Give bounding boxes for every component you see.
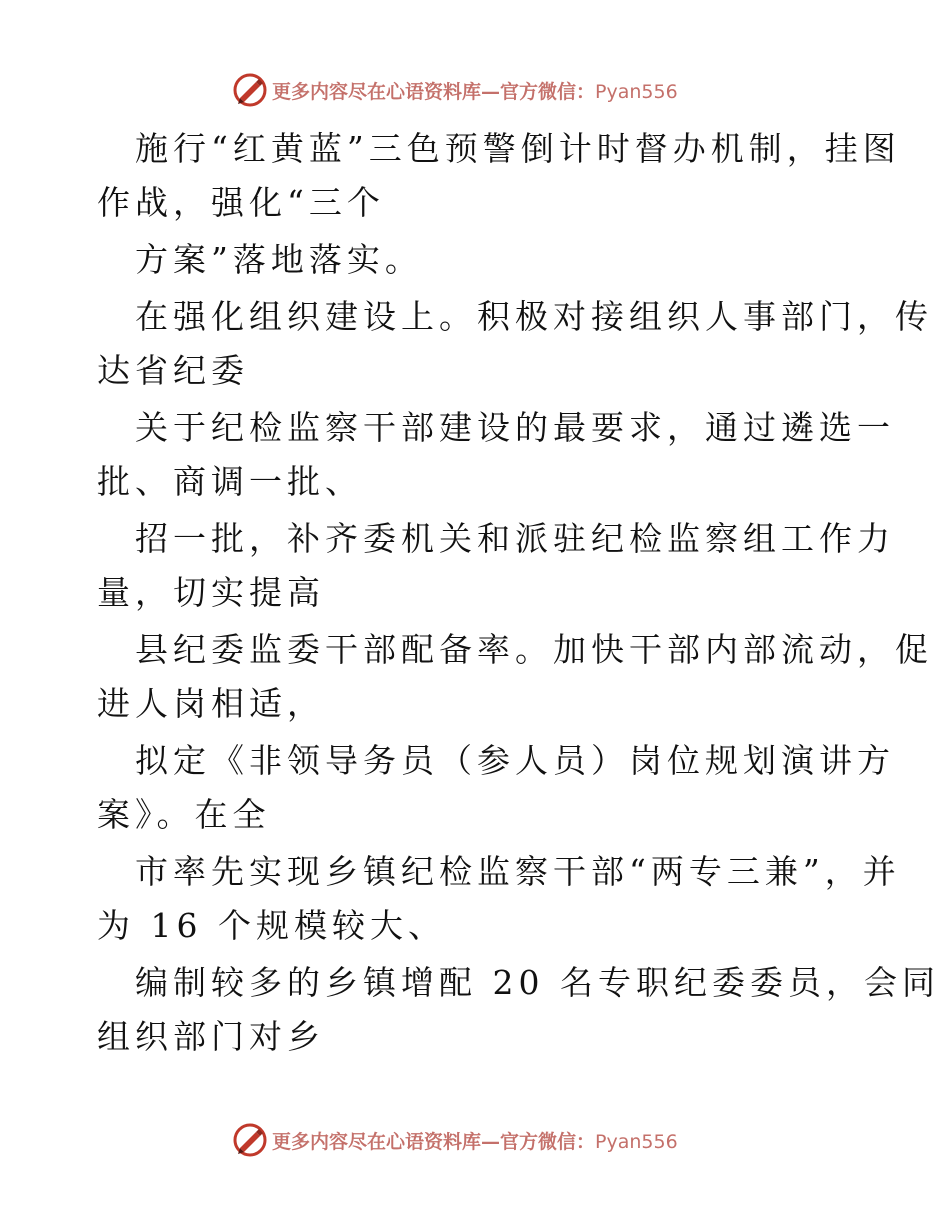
text-line: 批、商调一批、 bbox=[97, 462, 363, 501]
wechat-id: Pyan556 bbox=[595, 80, 678, 103]
text-line: 案》。在全 bbox=[97, 795, 271, 834]
red-pen-logo-icon bbox=[232, 72, 268, 108]
text-line: 进人岗相适， bbox=[97, 684, 325, 723]
text-line: 组织部门对乡 bbox=[97, 1017, 325, 1056]
text-line: 市率先实现乡镇纪检监察干部“两专三兼”，并 bbox=[135, 852, 901, 891]
red-pen-logo-icon bbox=[232, 1122, 268, 1158]
text-line: 方案”落地落实。 bbox=[135, 240, 423, 279]
text-line: 关于纪检监察干部建设的最要求，通过遴选一 bbox=[135, 408, 895, 447]
text-line: 施行“红黄蓝”三色预警倒计时督办机制，挂图 bbox=[135, 129, 901, 168]
banner-text: 更多内容尽在心语资料库—官方微信：Pyan556 bbox=[272, 80, 678, 103]
text-line: 编制较多的乡镇增配 20 名专职纪委委员，会同 bbox=[135, 963, 940, 1002]
text-line: 达省纪委 bbox=[97, 351, 249, 390]
text-line: 作战，强化“三个 bbox=[97, 183, 385, 222]
text-line: 为 16 个规模较大、 bbox=[97, 906, 446, 945]
wechat-id: Pyan556 bbox=[595, 1130, 678, 1153]
text-line: 县纪委监委干部配备率。加快干部内部流动，促 bbox=[135, 630, 933, 669]
text-line: 量，切实提高 bbox=[97, 573, 325, 612]
header-banner bbox=[232, 70, 678, 110]
text-line: 在强化组织建设上。积极对接组织人事部门，传 bbox=[135, 297, 933, 336]
text-line: 拟定《非领导务员（参人员）岗位规划演讲方 bbox=[135, 741, 895, 780]
document-body bbox=[97, 122, 940, 1064]
text-line: 招一批，补齐委机关和派驻纪检监察组工作力 bbox=[135, 519, 895, 558]
banner-text: 更多内容尽在心语资料库—官方微信：Pyan556 bbox=[272, 1130, 678, 1153]
footer-banner bbox=[232, 1120, 678, 1160]
